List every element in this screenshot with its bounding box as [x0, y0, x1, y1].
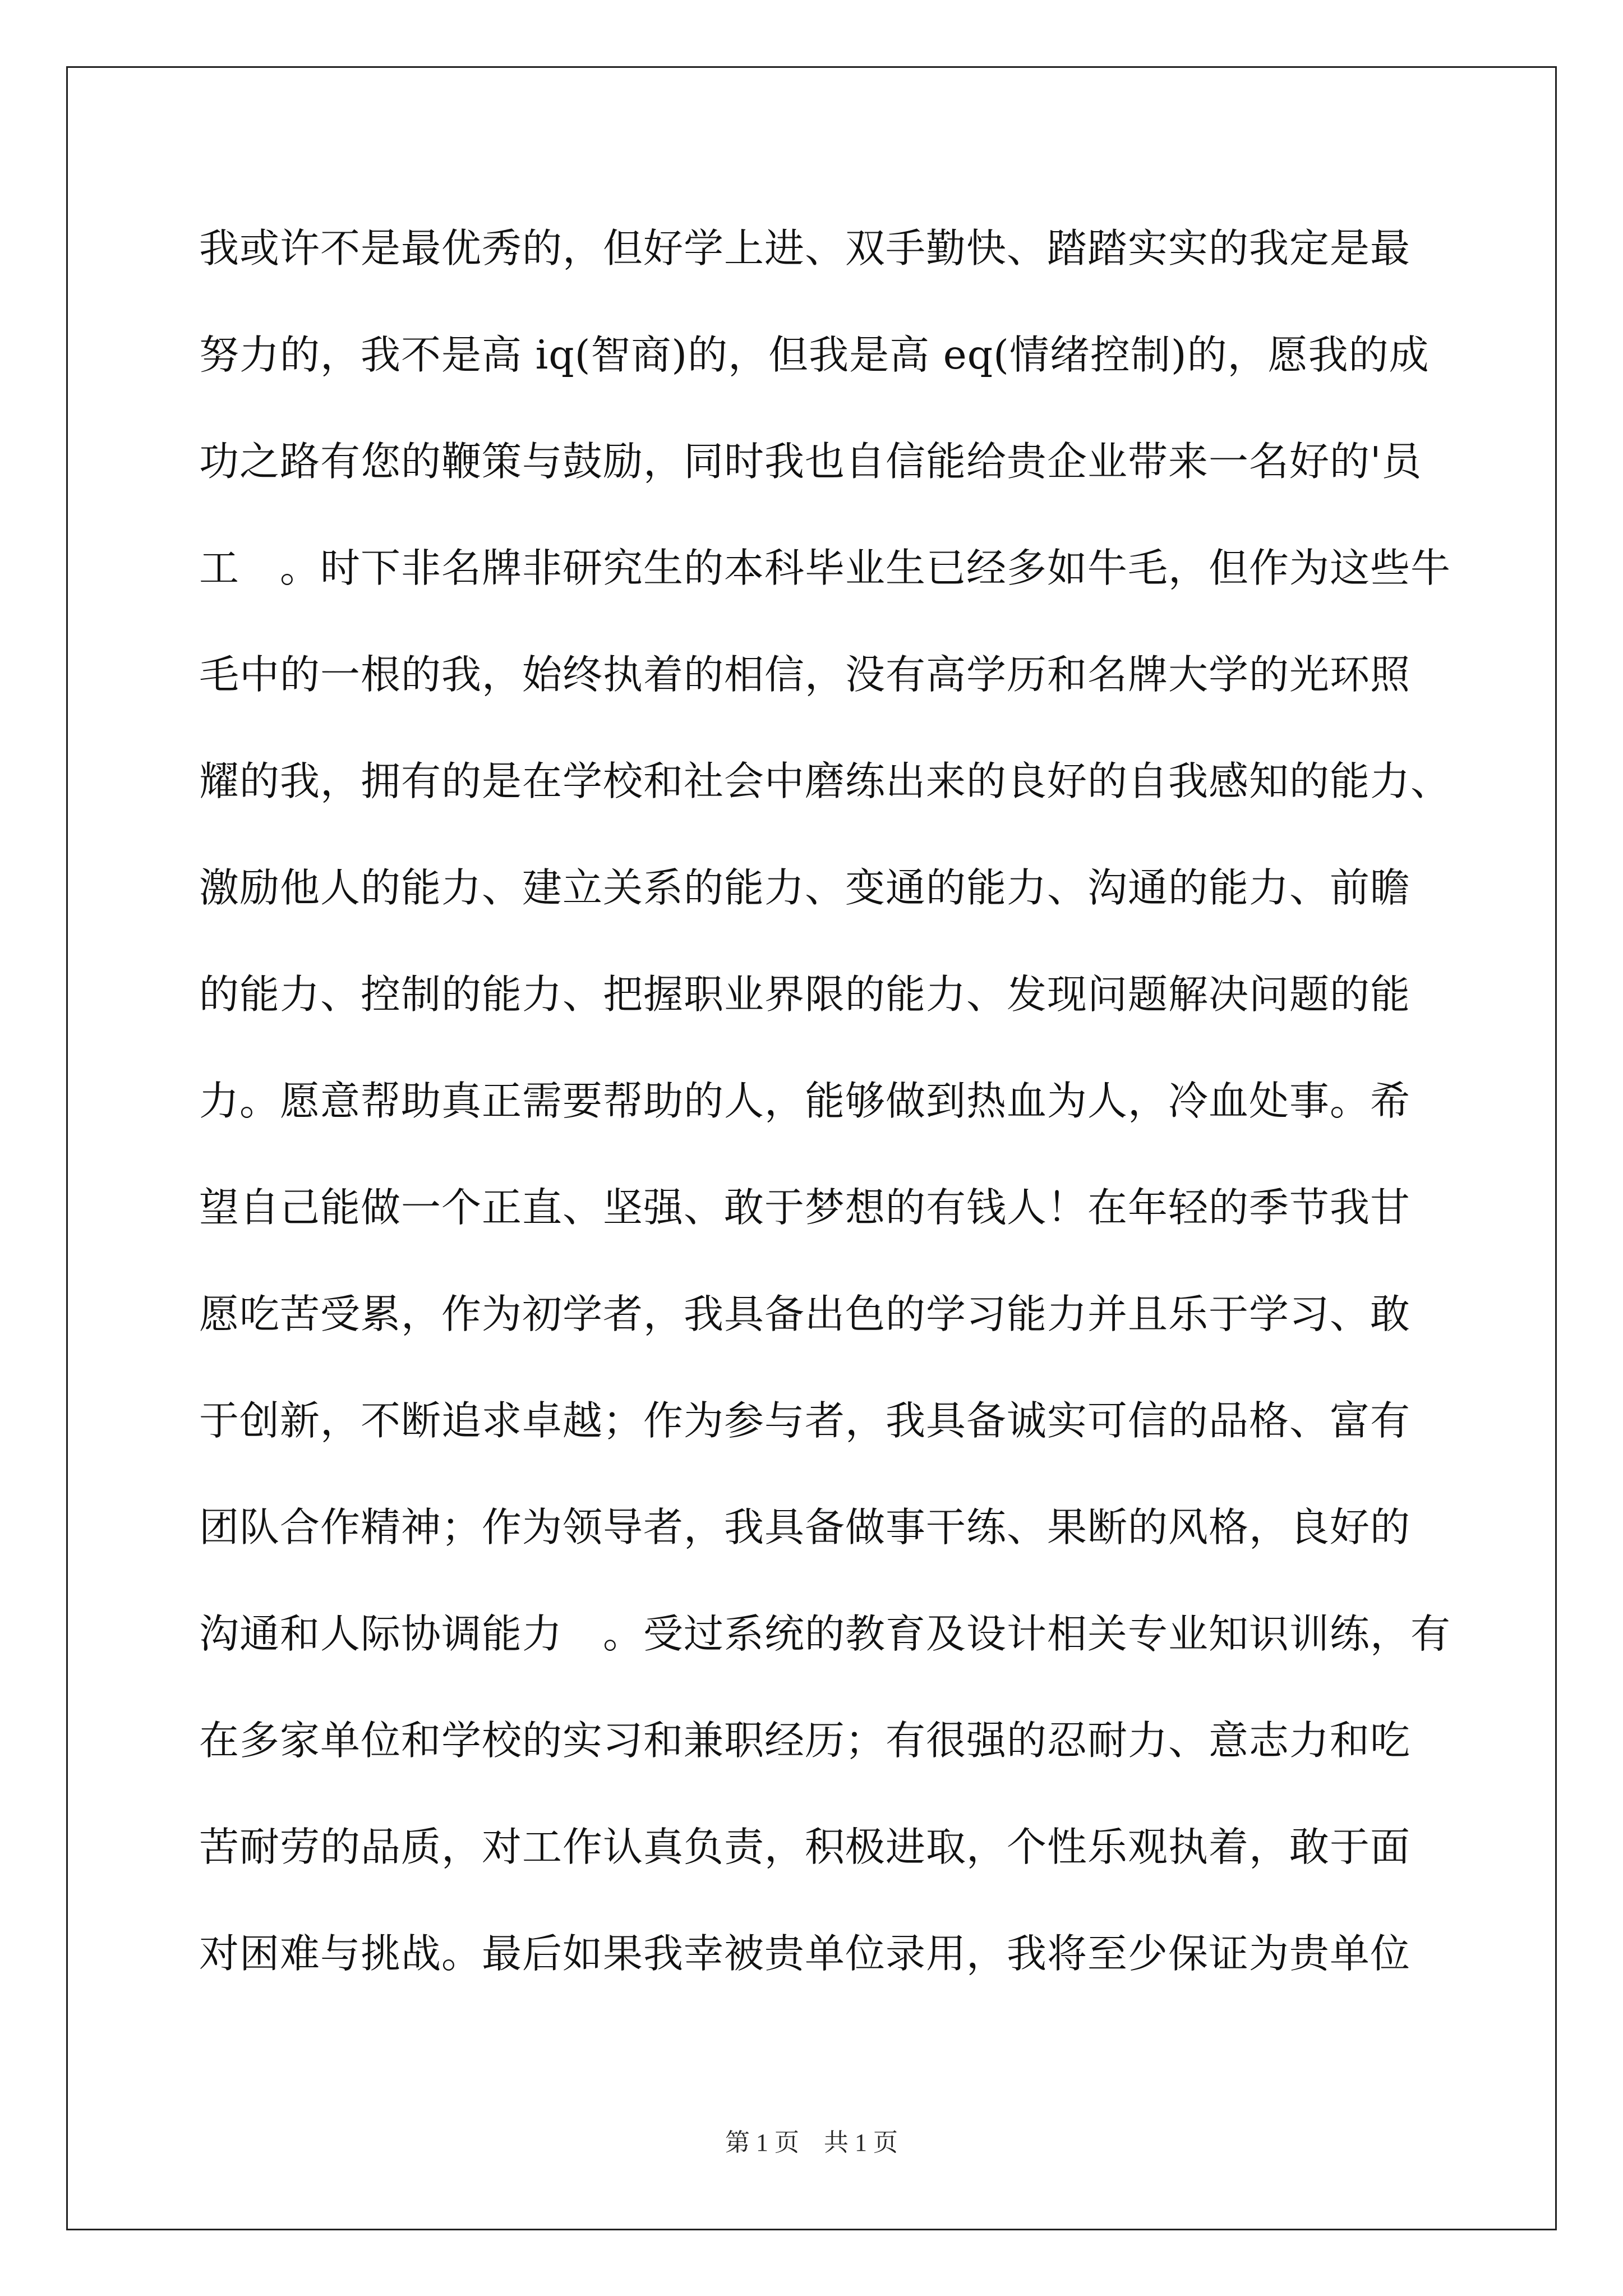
text-line: 毛中的一根的我，始终执着的相信，没有高学历和名牌大学的光环照 [199, 651, 1411, 698]
text-line: 激励他人的能力、建立关系的能力、变通的能力、沟通的能力、前瞻 [199, 864, 1411, 911]
document-body [199, 218, 1455, 2030]
text-line: 团队合作精神；作为领导者，我具备做事干练、果断的风格，良好的 [199, 1504, 1411, 1550]
text-line: 望自己能做一个正直、坚强、敢于梦想的有钱人！在年轻的季节我甘 [199, 1184, 1411, 1231]
page-number-footer: 第 1 页 共 1 页 [725, 2129, 898, 2156]
text-line: 工 。时下非名牌非研究生的本科毕业生已经多如牛毛，但作为这些牛 [199, 545, 1451, 591]
text-line: 功之路有您的鞭策与鼓励，同时我也自信能给贵企业带来一名好的'员 [199, 438, 1422, 485]
text-line: 对困难与挑战。最后如果我幸被贵单位录用，我将至少保证为贵单位 [199, 1930, 1411, 1977]
text-line: 的能力、控制的能力、把握职业界限的能力、发现问题解决问题的能 [199, 971, 1411, 1018]
text-line: 苦耐劳的品质，对工作认真负责，积极进取，个性乐观执着，敢于面 [199, 1824, 1411, 1870]
text-line: 努力的，我不是高 iq(智商)的，但我是高 eq(情绪控制)的，愿我的成 [199, 332, 1430, 378]
text-line: 在多家单位和学校的实习和兼职经历；有很强的忍耐力、意志力和吃 [199, 1717, 1411, 1764]
text-line: 愿吃苦受累，作为初学者，我具备出色的学习能力并且乐于学习、敢 [199, 1291, 1411, 1337]
text-line: 于创新，不断追求卓越；作为参与者，我具备诚实可信的品格、富有 [199, 1397, 1411, 1444]
text-line: 沟通和人际协调能力 。受过系统的教育及设计相关专业知识训练，有 [199, 1611, 1451, 1657]
text-line: 我或许不是最优秀的，但好学上进、双手勤快、踏踏实实的我定是最 [199, 225, 1411, 272]
text-line: 耀的我，拥有的是在学校和社会中磨练出来的良好的自我感知的能力、 [199, 758, 1451, 804]
text-line: 力。愿意帮助真正需要帮助的人，能够做到热血为人，冷血处事。希 [199, 1078, 1411, 1124]
